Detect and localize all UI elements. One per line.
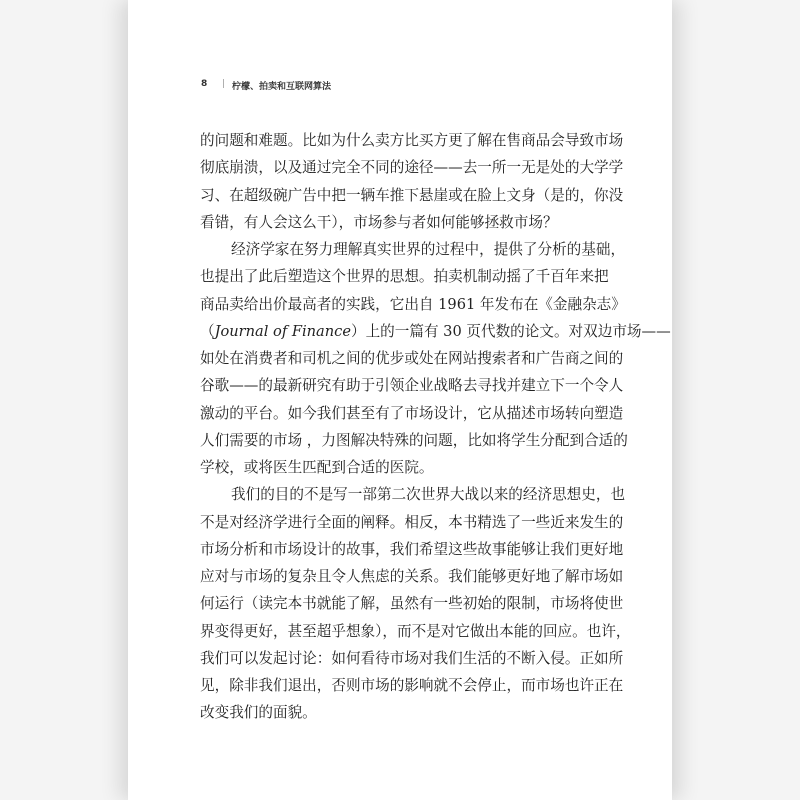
text-line: 也提出了此后塑造这个世界的思想。拍卖机制动摇了千百年来把	[200, 268, 609, 286]
paragraph-1	[200, 127, 624, 236]
text-line: 彻底崩溃，以及通过完全不同的途径——去一所一无是处的大学学	[200, 159, 624, 177]
paragraph-2	[200, 236, 671, 481]
text-line: 学校，或将医生匹配到合适的医院。	[200, 459, 434, 476]
book-title: 柠檬、拍卖和互联网算法	[232, 82, 332, 92]
text-line: 何运行（读完本书就能了解，虽然有一些初始的限制，市场将使世	[200, 595, 624, 613]
running-header	[201, 79, 332, 92]
text-line: 习、在超级碗广告中把一辆车推下悬崖或在脸上文身（是的，你没	[200, 186, 624, 204]
text-line: 如处在消费者和司机之间的优步或处在网站搜索者和广告商之间的	[200, 350, 624, 367]
page-number: 8	[201, 79, 208, 89]
journal-title: Journal of Finance	[214, 322, 351, 340]
text-line: 见，除非我们退出，否则市场的影响就不会停止，而市场也许正在	[200, 677, 624, 694]
text-line: 改变我们的面貌。	[200, 704, 317, 722]
text-line: 市场分析和市场设计的故事，我们希望这些故事能够让我们更好地	[200, 540, 624, 558]
text-line: 经济学家在努力理解真实世界的过程中，提供了分析的基础，	[231, 241, 626, 258]
text-line: 激动的平台。如今我们甚至有了市场设计，它从描述市场转向塑造	[200, 404, 624, 422]
text-line: 人们需要的市场 ，力图解决特殊的问题，比如将学生分配到合适的	[200, 431, 628, 449]
text-line: 不是对经济学进行全面的阐释。相反，本书精选了一些近来发生的	[200, 513, 624, 531]
text-line: 应对与市场的复杂且令人焦虑的关系。我们能够更好地了解市场如	[200, 568, 624, 585]
text-line: 看错，有人会这么干），市场参与者如何能够拯救市场？	[200, 213, 558, 231]
text-line: （Journal of Finance）上的一篇有 30 页代数的论文。对双边市场——	[200, 322, 671, 340]
header-separator: |	[222, 79, 226, 89]
text-line: 谷歌——的最新研究有助于引领企业战略去寻找并建立下一个令人	[200, 377, 624, 395]
text-line: 我们的目的不是写一部第二次世界大战以来的经济思想史，也	[231, 486, 626, 504]
text-line: 界变得更好，甚至超乎想象），而不是对它做出本能的回应。也许，	[200, 622, 631, 640]
text-line: 我们可以发起讨论：如何看待市场对我们生活的不断入侵。正如所	[200, 649, 624, 667]
text-line: 商品卖给出价最高者的实践，它出自 1961 年发布在《金融杂志》	[200, 295, 626, 313]
body-text	[200, 127, 671, 727]
text-line: 的问题和难题。比如为什么卖方比买方更了解在售商品会导致市场	[200, 132, 624, 149]
paragraph-3	[200, 481, 631, 726]
